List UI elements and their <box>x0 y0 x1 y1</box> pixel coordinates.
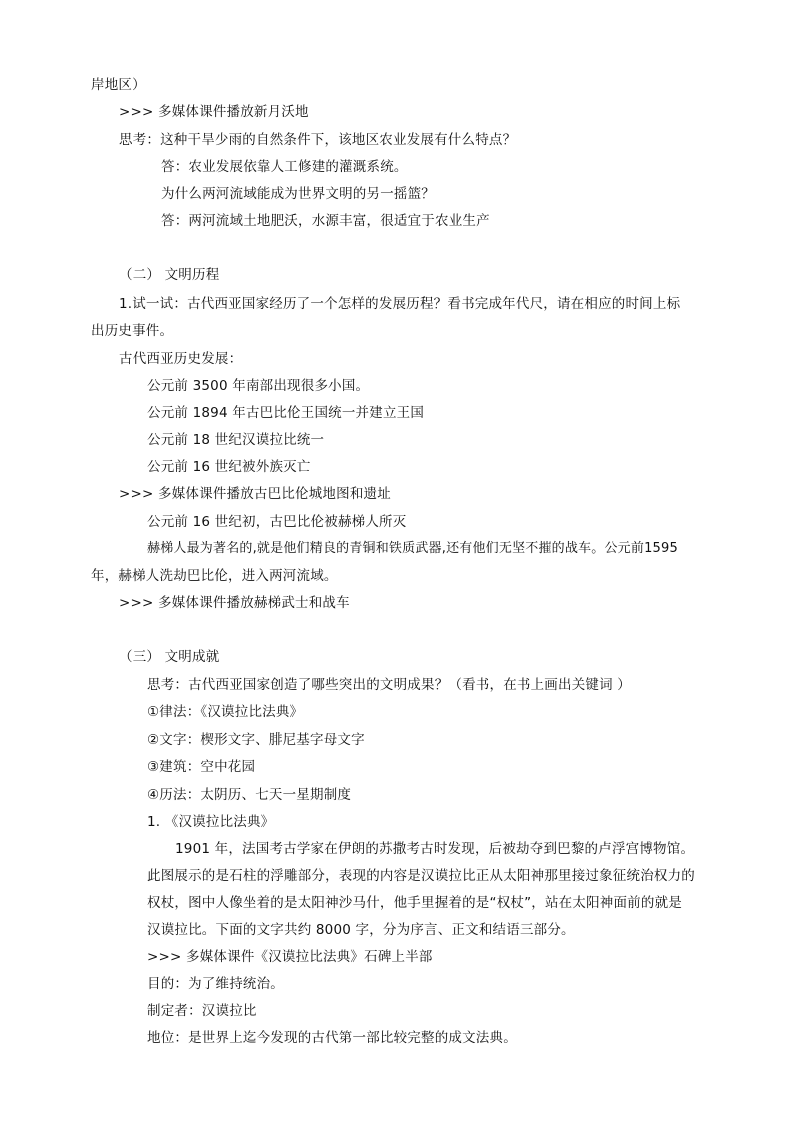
text-line: 思考：古代西亚国家创造了哪些突出的文明成果？（看书，在书上画出关键词 ） <box>147 677 631 693</box>
text-line: 权杖，图中人像坐着的是太阳神沙马什，他手里握着的是“权杖”，站在太阳神面前的就是 <box>147 895 682 911</box>
text-line: 思考：这种干旱少雨的自然条件下，该地区农业发展有什么特点？ <box>119 132 517 148</box>
text-line: 地位：是世界上迄今发现的古代第一部比较完整的成文法典。 <box>147 1030 517 1046</box>
text-line: 古代西亚历史发展： <box>119 351 243 367</box>
text-line: 公元前 1894 年古巴比伦王国统一并建立王国 <box>147 405 425 421</box>
text-line: 汉谟拉比。下面的文字共约 8000 字，分为序言、正文和结语三部分。 <box>147 922 575 938</box>
text-line: 为什么两河流域能成为世界文明的另一摇篮？ <box>161 186 435 202</box>
text-line: >>> 多媒体课件播放新月沃地 <box>119 104 309 120</box>
text-line: 答：两河流域土地肥沃，水源丰富，很适宜于农业生产 <box>161 213 490 229</box>
text-line: 此图展示的是石柱的浮雕部分，表现的内容是汉谟拉比正从太阳神那里接过象征统治权力的 <box>147 868 695 884</box>
text-line: 答：农业发展依靠人工修建的灌溉系统。 <box>161 159 408 175</box>
text-line: 岸地区） <box>91 77 146 93</box>
text-line: 1. 《汉谟拉比法典》 <box>147 814 275 830</box>
text-line: ②文字：楔形文字、腓尼基字母文字 <box>147 732 365 748</box>
text-line: 出历史事件。 <box>91 323 174 339</box>
text-line: 1.试一试：古代西亚国家经历了一个怎样的发展历程？看书完成年代尺，请在相应的时间上标 <box>119 296 681 312</box>
text-line: 赫梯人最为著名的,就是他们精良的青铜和铁质武器,还有他们无坚不摧的战车。公元前1595 <box>147 541 678 556</box>
text-line: 年，赫梯人洗劫巴比伦，进入两河流域。 <box>91 568 338 584</box>
text-line: >>> 多媒体课件播放古巴比伦城地图和遗址 <box>119 486 391 502</box>
text-line: 公元前 16 世纪被外族灭亡 <box>147 459 311 475</box>
text-line: 公元前 18 世纪汉谟拉比统一 <box>147 432 325 448</box>
text-line: ④历法：太阴历、七天一星期制度 <box>147 787 352 803</box>
text-line: >>> 多媒体课件播放赫梯武士和战车 <box>119 595 350 611</box>
text-line: ③建筑：空中花园 <box>147 759 256 775</box>
text-line: ①律法：《汉谟拉比法典》 <box>147 704 304 720</box>
section-heading: （二） 文明历程 <box>119 267 220 283</box>
text-line: 目的：为了维持统治。 <box>147 976 284 992</box>
text-line: >>> 多媒体课件《汉谟拉比法典》石碑上半部 <box>147 949 433 965</box>
text-line: 1901 年，法国考古学家在伊朗的苏撒考古时发现，后被劫夺到巴黎的卢浮宫博物馆。 <box>175 841 695 857</box>
text-line: 制定者：汉谟拉比 <box>147 1003 257 1019</box>
text-line: 公元前 3500 年南部出现很多小国。 <box>147 378 370 394</box>
text-line: 公元前 16 世纪初，古巴比伦被赫梯人所灭 <box>147 514 407 530</box>
section-heading: （三） 文明成就 <box>119 649 220 665</box>
